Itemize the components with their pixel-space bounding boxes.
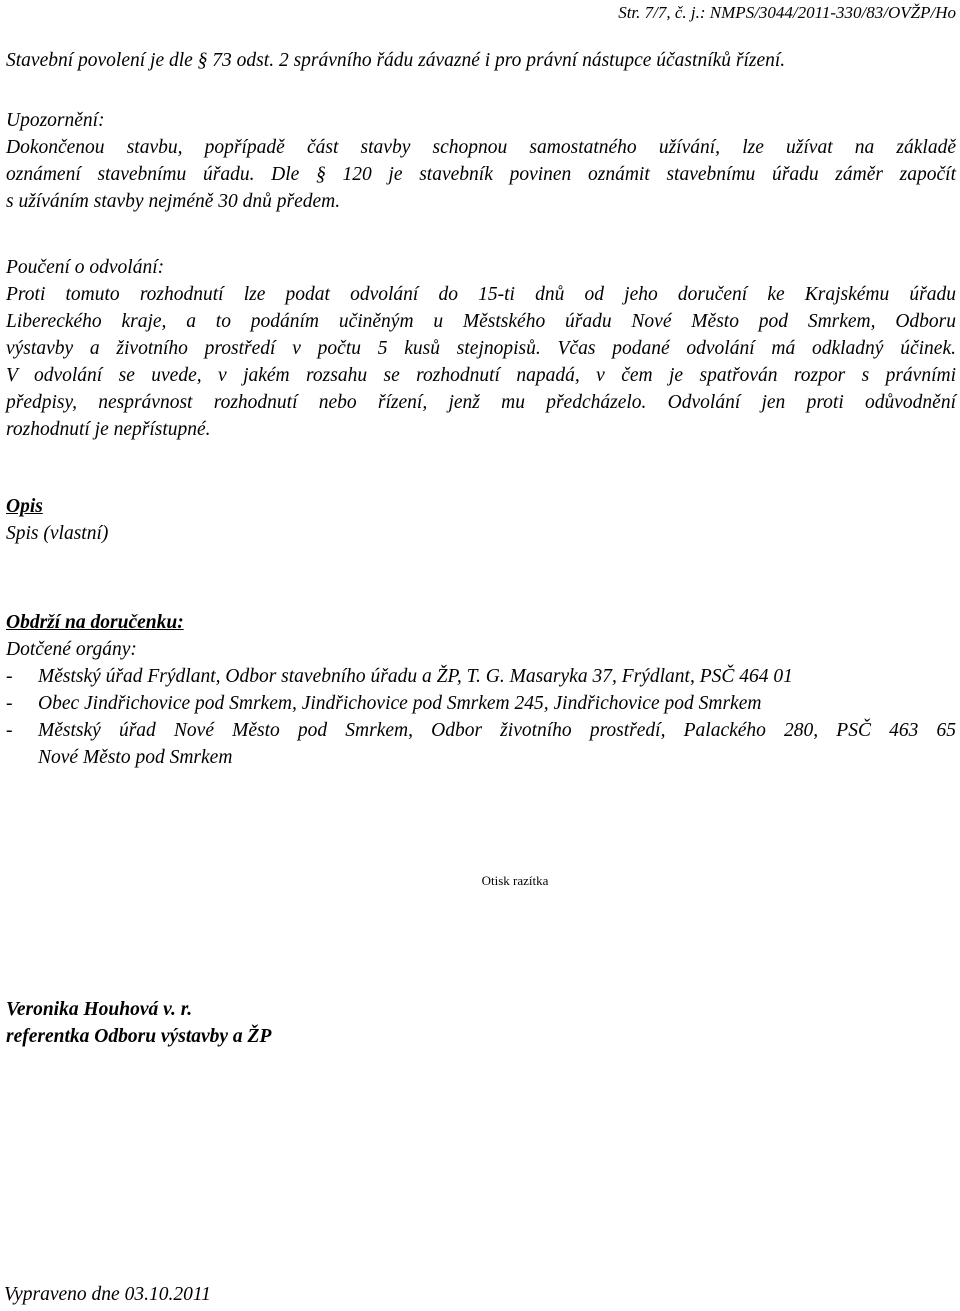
- recipient-item: [6, 717, 956, 771]
- recipients-title: Obdrží na doručenku:: [6, 612, 184, 633]
- stamp-placeholder: Otisk razítka: [481, 873, 549, 888]
- recipients-section: [6, 609, 956, 771]
- appeal-line: Libereckého kraje, a to podáním učiněným u Městského úřadu Nové Město pod Smrkem, Odboru: [6, 311, 956, 332]
- list-dash: -: [6, 666, 13, 687]
- copy-title: Opis: [6, 496, 43, 517]
- dispatch-date: Vypraveno dne 03.10.2011: [4, 1284, 211, 1305]
- copy-section: [6, 493, 956, 547]
- copy-text: Spis (vlastní): [6, 523, 109, 544]
- binding-statement-text: Stavební povolení je dle § 73 odst. 2 správního řádu závazné i pro právní nástupce účastníků řízení.: [6, 50, 786, 71]
- binding-statement: [6, 47, 956, 74]
- reference-number: Str. 7/7, č. j.: NMPS/3044/2011-330/83/OVŽP/Ho: [618, 3, 956, 22]
- recipient-item: [6, 663, 956, 690]
- signature-name: Veronika Houhová v. r.: [6, 999, 193, 1020]
- recipient-line: Městský úřad Nové Město pod Smrkem, Odbor životního prostředí, Palackého 280, PSČ 463 65: [38, 720, 956, 741]
- notice-line: s užíváním stavby nejméně 30 dnů předem.: [6, 191, 341, 212]
- recipient-line: Obec Jindřichovice pod Smrkem, Jindřichovice pod Smrkem 245, Jindřichovice pod Smrkem: [38, 693, 762, 714]
- notice-line: oznámení stavebnímu úřadu. Dle § 120 je stavebník povinen oznámit stavebnímu úřadu záměr započít: [6, 164, 956, 185]
- recipient-line: Nové Město pod Smrkem: [38, 747, 233, 768]
- appeal-line: Proti tomuto rozhodnutí lze podat odvolání do 15-ti dnů od jeho doručení ke Krajskému úřadu: [6, 284, 956, 305]
- appeal-line: výstavby a životního prostředí v počtu 5 kusů stejnopisů. Včas podané odvolání má odkladný účinek.: [6, 338, 956, 359]
- notice-title: Upozornění:: [6, 110, 105, 131]
- appeal-section: [6, 254, 956, 443]
- appeal-title: Poučení o odvolání:: [6, 257, 165, 278]
- recipients-subtitle: Dotčené orgány:: [6, 639, 137, 660]
- signature-block: [6, 996, 956, 1050]
- appeal-line: předpisy, nesprávnost rozhodnutí nebo řízení, jenž mu předcházelo. Odvolání jen proti odůvodnění: [6, 392, 956, 413]
- appeal-line: V odvolání se uvede, v jakém rozsahu se rozhodnutí napadá, v čem je spatřován rozpor s právními: [6, 365, 956, 386]
- appeal-line: rozhodnutí je nepřístupné.: [6, 419, 211, 440]
- signature-role: referentka Odboru výstavby a ŽP: [6, 1026, 272, 1047]
- notice-line: Dokončenou stavbu, popřípadě část stavby schopnou samostatného užívání, lze užívat na základě: [6, 137, 956, 158]
- list-dash: -: [6, 720, 13, 741]
- notice-section: [6, 107, 956, 215]
- recipient-line: Městský úřad Frýdlant, Odbor stavebního úřadu a ŽP, T. G. Masaryka 37, Frýdlant, PSČ 464 01: [38, 666, 793, 687]
- list-dash: -: [6, 693, 13, 714]
- recipient-item: [6, 690, 956, 717]
